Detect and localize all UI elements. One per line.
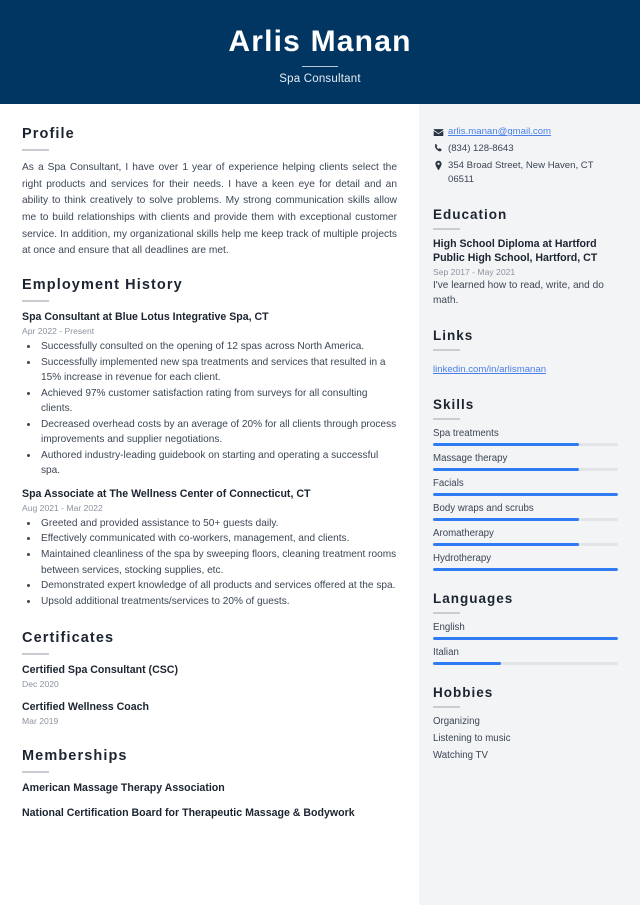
list-item: • Successfully implemented new spa treatments and services that resulted in a 15% increase in revenue for each client. <box>39 355 397 386</box>
employment-entry-date: Aug 2021 - Mar 2022 <box>22 502 103 513</box>
skill-bar-fill <box>433 568 618 571</box>
list-item: • Effectively communicated with co-workers, management, and clients. <box>39 531 397 546</box>
certificate-title: Certified Wellness Coach <box>22 700 149 713</box>
language-bar-track <box>433 637 618 640</box>
skill-item <box>433 478 618 496</box>
hobbies-heading: Hobbies <box>433 684 494 700</box>
skill-item <box>433 553 618 571</box>
skill-label: Hydrotherapy <box>433 552 492 564</box>
contact-list <box>433 126 618 187</box>
list-item: • Greeted and provided assistance to 50+ guests daily. <box>39 516 397 531</box>
skill-item <box>433 453 618 471</box>
envelope-icon <box>433 126 448 138</box>
contact-row-phone <box>433 142 618 156</box>
candidate-name: Arlis Manan <box>228 24 412 58</box>
resume-body <box>0 104 640 905</box>
employment-entry-bullets <box>39 516 397 610</box>
skill-bar-track <box>433 543 618 546</box>
link-item-linkedin[interactable]: linkedin.com/in/arlismanan <box>433 363 547 375</box>
certificates-heading: Certificates <box>22 629 115 646</box>
language-label: Italian <box>433 646 459 658</box>
links-heading: Links <box>433 327 474 343</box>
skill-item <box>433 503 618 521</box>
skill-bar-fill <box>433 543 579 546</box>
hobby-item: Watching TV <box>433 749 488 761</box>
skill-item <box>433 428 618 446</box>
section-skills <box>433 397 618 571</box>
section-education <box>433 207 618 308</box>
employment-heading: Employment History <box>22 276 183 293</box>
education-entry-description: I've learned how to read, write, and do math. <box>433 279 604 306</box>
skill-bar-track <box>433 443 618 446</box>
list-item: • Authored industry-leading guidebook on starting and operating a successful spa. <box>39 448 397 479</box>
profile-heading: Profile <box>22 126 75 142</box>
skill-label: Massage therapy <box>433 452 508 464</box>
skill-bar-track <box>433 493 618 496</box>
membership-entry <box>22 807 397 821</box>
skill-label: Aromatherapy <box>433 527 494 539</box>
list-item: • Maintained cleanliness of the spa by sweeping floors, cleaning treatment rooms between services, stocking supplies, etc. <box>39 547 397 578</box>
skill-bar-track <box>433 568 618 571</box>
section-links <box>433 328 618 377</box>
language-bar-fill <box>433 637 618 640</box>
skills-heading: Skills <box>433 396 475 412</box>
section-certificates <box>22 630 397 726</box>
section-hobbies <box>433 685 618 761</box>
membership-title: American Massage Therapy Association <box>22 781 225 794</box>
skill-label: Body wraps and scrubs <box>433 502 534 514</box>
employment-entry-title: Spa Consultant at Blue Lotus Integrative Spa, CT <box>22 310 269 323</box>
list-item: • Achieved 97% customer satisfaction rating from surveys for all consulting clients. <box>39 386 397 417</box>
profile-heading-divider <box>22 149 49 151</box>
employment-entry <box>22 311 397 479</box>
language-item <box>433 622 618 640</box>
contact-row-address <box>433 159 618 187</box>
education-entry-date: Sep 2017 - May 2021 <box>433 266 516 277</box>
list-item: • Upsold additional treatments/services to 20% of guests. <box>39 594 397 609</box>
main-column <box>0 104 419 905</box>
hobby-item: Listening to music <box>433 732 511 744</box>
skill-label: Spa treatments <box>433 427 499 439</box>
employment-entry-bullets <box>39 339 397 479</box>
contact-row-email <box>433 126 618 138</box>
certificate-entry <box>22 664 397 689</box>
language-bar-track <box>433 662 618 665</box>
certificates-heading-divider <box>22 653 49 655</box>
education-heading: Education <box>433 206 508 222</box>
hobbies-heading-divider <box>433 706 460 708</box>
languages-heading: Languages <box>433 590 514 606</box>
certificate-date: Dec 2020 <box>22 678 59 689</box>
contact-address-text: 354 Broad Street, New Haven, CT 06511 <box>448 159 594 185</box>
education-entry <box>433 238 618 308</box>
language-bar-fill <box>433 662 501 665</box>
languages-heading-divider <box>433 612 460 614</box>
language-label: English <box>433 621 465 633</box>
certificate-entry <box>22 701 397 726</box>
employment-entry-date: Apr 2022 - Present <box>22 325 95 336</box>
skill-bar-fill <box>433 468 579 471</box>
resume-header <box>0 0 640 104</box>
skill-item <box>433 528 618 546</box>
skill-bar-track <box>433 518 618 521</box>
section-profile <box>22 126 397 260</box>
list-item: • Decreased overhead costs by an average of 20% for all clients through process improvements and supplier negotiations. <box>39 417 397 448</box>
education-entry-title: High School Diploma at Hartford Public High School, Hartford, CT <box>433 237 598 264</box>
section-languages <box>433 591 618 665</box>
section-memberships <box>22 748 397 821</box>
education-heading-divider <box>433 228 460 230</box>
section-employment <box>22 277 397 610</box>
certificate-date: Mar 2019 <box>22 715 59 726</box>
membership-entry <box>22 782 397 796</box>
skill-bar-fill <box>433 443 579 446</box>
header-divider <box>302 66 338 67</box>
certificate-title: Certified Spa Consultant (CSC) <box>22 663 178 676</box>
memberships-heading-divider <box>22 771 49 773</box>
candidate-job-title: Spa Consultant <box>279 73 361 86</box>
sidebar-column <box>419 104 640 905</box>
skill-bar-fill <box>433 493 618 496</box>
employment-entry <box>22 488 397 610</box>
links-heading-divider <box>433 349 460 351</box>
employment-heading-divider <box>22 300 49 302</box>
skill-bar-fill <box>433 518 579 521</box>
phone-icon <box>433 142 448 154</box>
map-pin-icon <box>433 159 448 171</box>
memberships-heading: Memberships <box>22 747 128 764</box>
contact-phone-text: (834) 128-8643 <box>448 142 514 154</box>
list-item: • Demonstrated expert knowledge of all products and services offered at the spa. <box>39 578 397 593</box>
employment-entry-title: Spa Associate at The Wellness Center of Connecticut, CT <box>22 487 311 500</box>
language-item <box>433 647 618 665</box>
hobby-item: Organizing <box>433 715 480 727</box>
profile-text: As a Spa Consultant, I have over 1 year of experience helping clients select the right products and services for their needs. I have a keen eye for detail and an ability to think creatively to solve problems. My strong communication skills allow me to build relationships with clients and provide them with exceptional customer service. In addition, my organizational skills help me keep track of multiple projects at once and ensure that all deadlines are met. <box>22 162 397 257</box>
list-item: • Successfully consulted on the opening of 12 spas across North America. <box>39 339 397 354</box>
membership-title: National Certification Board for Therapeutic Massage & Bodywork <box>22 806 355 819</box>
skills-heading-divider <box>433 418 460 420</box>
skill-bar-track <box>433 468 618 471</box>
contact-email-link[interactable]: arlis.manan@gmail.com <box>448 126 552 137</box>
skill-label: Facials <box>433 477 464 489</box>
